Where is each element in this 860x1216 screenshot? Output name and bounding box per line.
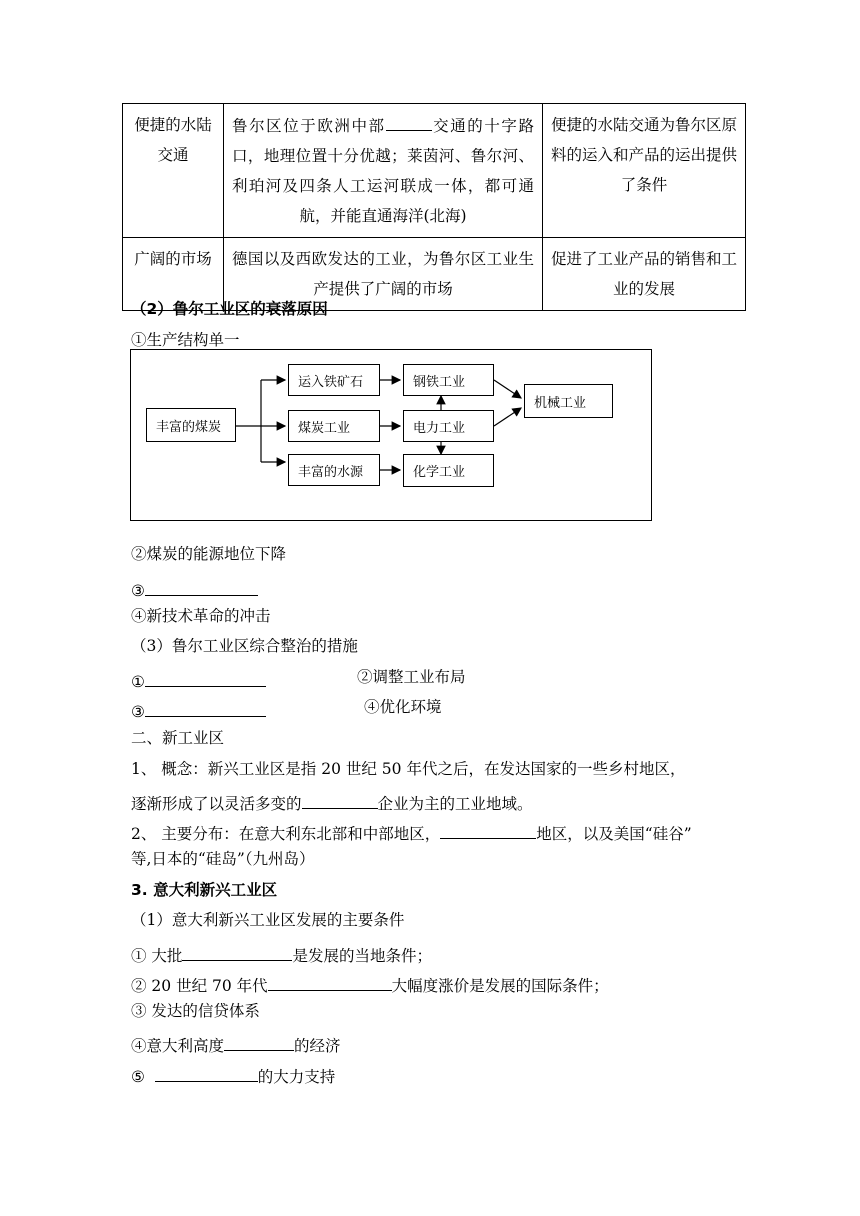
italy-condition-3: ③ 发达的信贷体系 (131, 1002, 260, 1020)
italy-condition-1 (131, 940, 432, 967)
detail-text-after: 交通的十字路口，地理位置十分优越；莱茵河、鲁尔河、利珀河及四条人工运河联成一体，都可通航，并能直通海洋(北海) (232, 117, 534, 225)
table-cell-effect: 促进了工业产品的销售和工业的发展 (543, 238, 746, 311)
fill-blank[interactable] (155, 1061, 258, 1082)
concept-line-2 (131, 788, 533, 815)
decline-reason-4: ④新技术革命的冲击 (131, 607, 271, 625)
italy-heading: 3. 意大利新兴工业区 (131, 881, 278, 899)
condition-2-text-after: 大幅度涨价是发展的国际条件； (391, 977, 609, 995)
reason-3-number: ③ (131, 582, 145, 600)
table-cell-detail: 德国以及西欧发达的工业，为鲁尔区工业生产提供了广阔的市场 (224, 238, 543, 311)
measure-1-number: ① (131, 673, 145, 691)
fill-blank[interactable] (145, 696, 266, 717)
box-rich-coal: 丰富的煤炭 (146, 408, 236, 442)
table-row (123, 104, 746, 238)
box-steel-industry: 钢铁工业 (403, 364, 494, 396)
condition-1-text-before: ① 大批 (131, 947, 183, 965)
decline-reason-2: ②煤炭的能源地位下降 (131, 545, 287, 563)
table-cell-condition: 便捷的水陆交通 (123, 104, 224, 238)
fill-blank[interactable] (145, 575, 258, 596)
distribution-text-after: 地区，以及美国“硅谷” (536, 825, 692, 843)
box-machinery-industry: 机械工业 (524, 384, 613, 418)
table-cell-effect: 便捷的水陆交通为鲁尔区原料的运入和产品的运出提供了条件 (543, 104, 746, 238)
fill-blank[interactable] (145, 666, 266, 687)
fill-blank[interactable] (268, 970, 392, 991)
box-coal-industry: 煤炭工业 (288, 410, 380, 442)
measures-heading: （3）鲁尔工业区综合整治的措施 (131, 637, 358, 655)
condition-5-text-after: 的大力支持 (257, 1068, 336, 1086)
industrial-chain-diagram (130, 349, 652, 521)
fill-blank[interactable] (224, 1030, 294, 1051)
box-water-source: 丰富的水源 (288, 454, 380, 486)
section2-heading: 二、新工业区 (131, 729, 225, 747)
location-conditions-table (122, 103, 746, 311)
measure-4: ④优化环境 (364, 698, 442, 716)
decline-heading: （2）鲁尔工业区的衰落原因 (131, 300, 328, 318)
condition-4-text-before: ④意大利高度 (131, 1037, 225, 1055)
box-power-industry: 电力工业 (403, 410, 494, 442)
italy-subheading: （1）意大利新兴工业区发展的主要条件 (131, 911, 405, 929)
condition-4-text-after: 的经济 (294, 1037, 341, 1055)
condition-5-text-before: ⑤ (131, 1068, 155, 1086)
distribution-line-1 (131, 818, 692, 845)
italy-condition-4 (131, 1030, 341, 1057)
condition-1-text-after: 是发展的当地条件； (292, 947, 432, 965)
decline-reason-1: ①生产结构单一 (131, 331, 240, 349)
measure-1 (131, 666, 266, 693)
fill-blank[interactable] (440, 818, 536, 839)
concept-line-1: 1、 概念：新兴工业区是指 20 世纪 50 年代之后，在发达国家的一些乡村地区， (131, 760, 686, 778)
box-chemical-industry: 化学工业 (403, 454, 494, 487)
fill-blank[interactable] (302, 788, 378, 809)
fill-blank[interactable] (182, 940, 292, 961)
table-cell-detail (224, 104, 543, 238)
concept-text-before: 逐渐形成了以灵活多变的 (131, 795, 302, 813)
condition-2-text-before: ② 20 世纪 70 年代 (131, 977, 268, 995)
measure-2: ②调整工业布局 (357, 668, 466, 686)
italy-condition-5 (131, 1061, 335, 1088)
detail-text-before: 鲁尔区位于欧洲中部 (232, 117, 386, 135)
table-cell-condition: 广阔的市场 (123, 238, 224, 311)
measure-3-number: ③ (131, 703, 145, 721)
box-iron-ore: 运入铁矿石 (288, 364, 380, 396)
concept-text-after: 企业为主的工业地域。 (377, 795, 533, 813)
fill-blank[interactable] (386, 110, 432, 131)
distribution-text-before: 2、 主要分布：在意大利东北部和中部地区， (131, 825, 441, 843)
measure-3 (131, 696, 266, 723)
italy-condition-2 (131, 970, 609, 997)
distribution-line-2: 等,日本的“硅岛”（九州岛） (131, 850, 315, 868)
decline-reason-3 (131, 575, 258, 602)
